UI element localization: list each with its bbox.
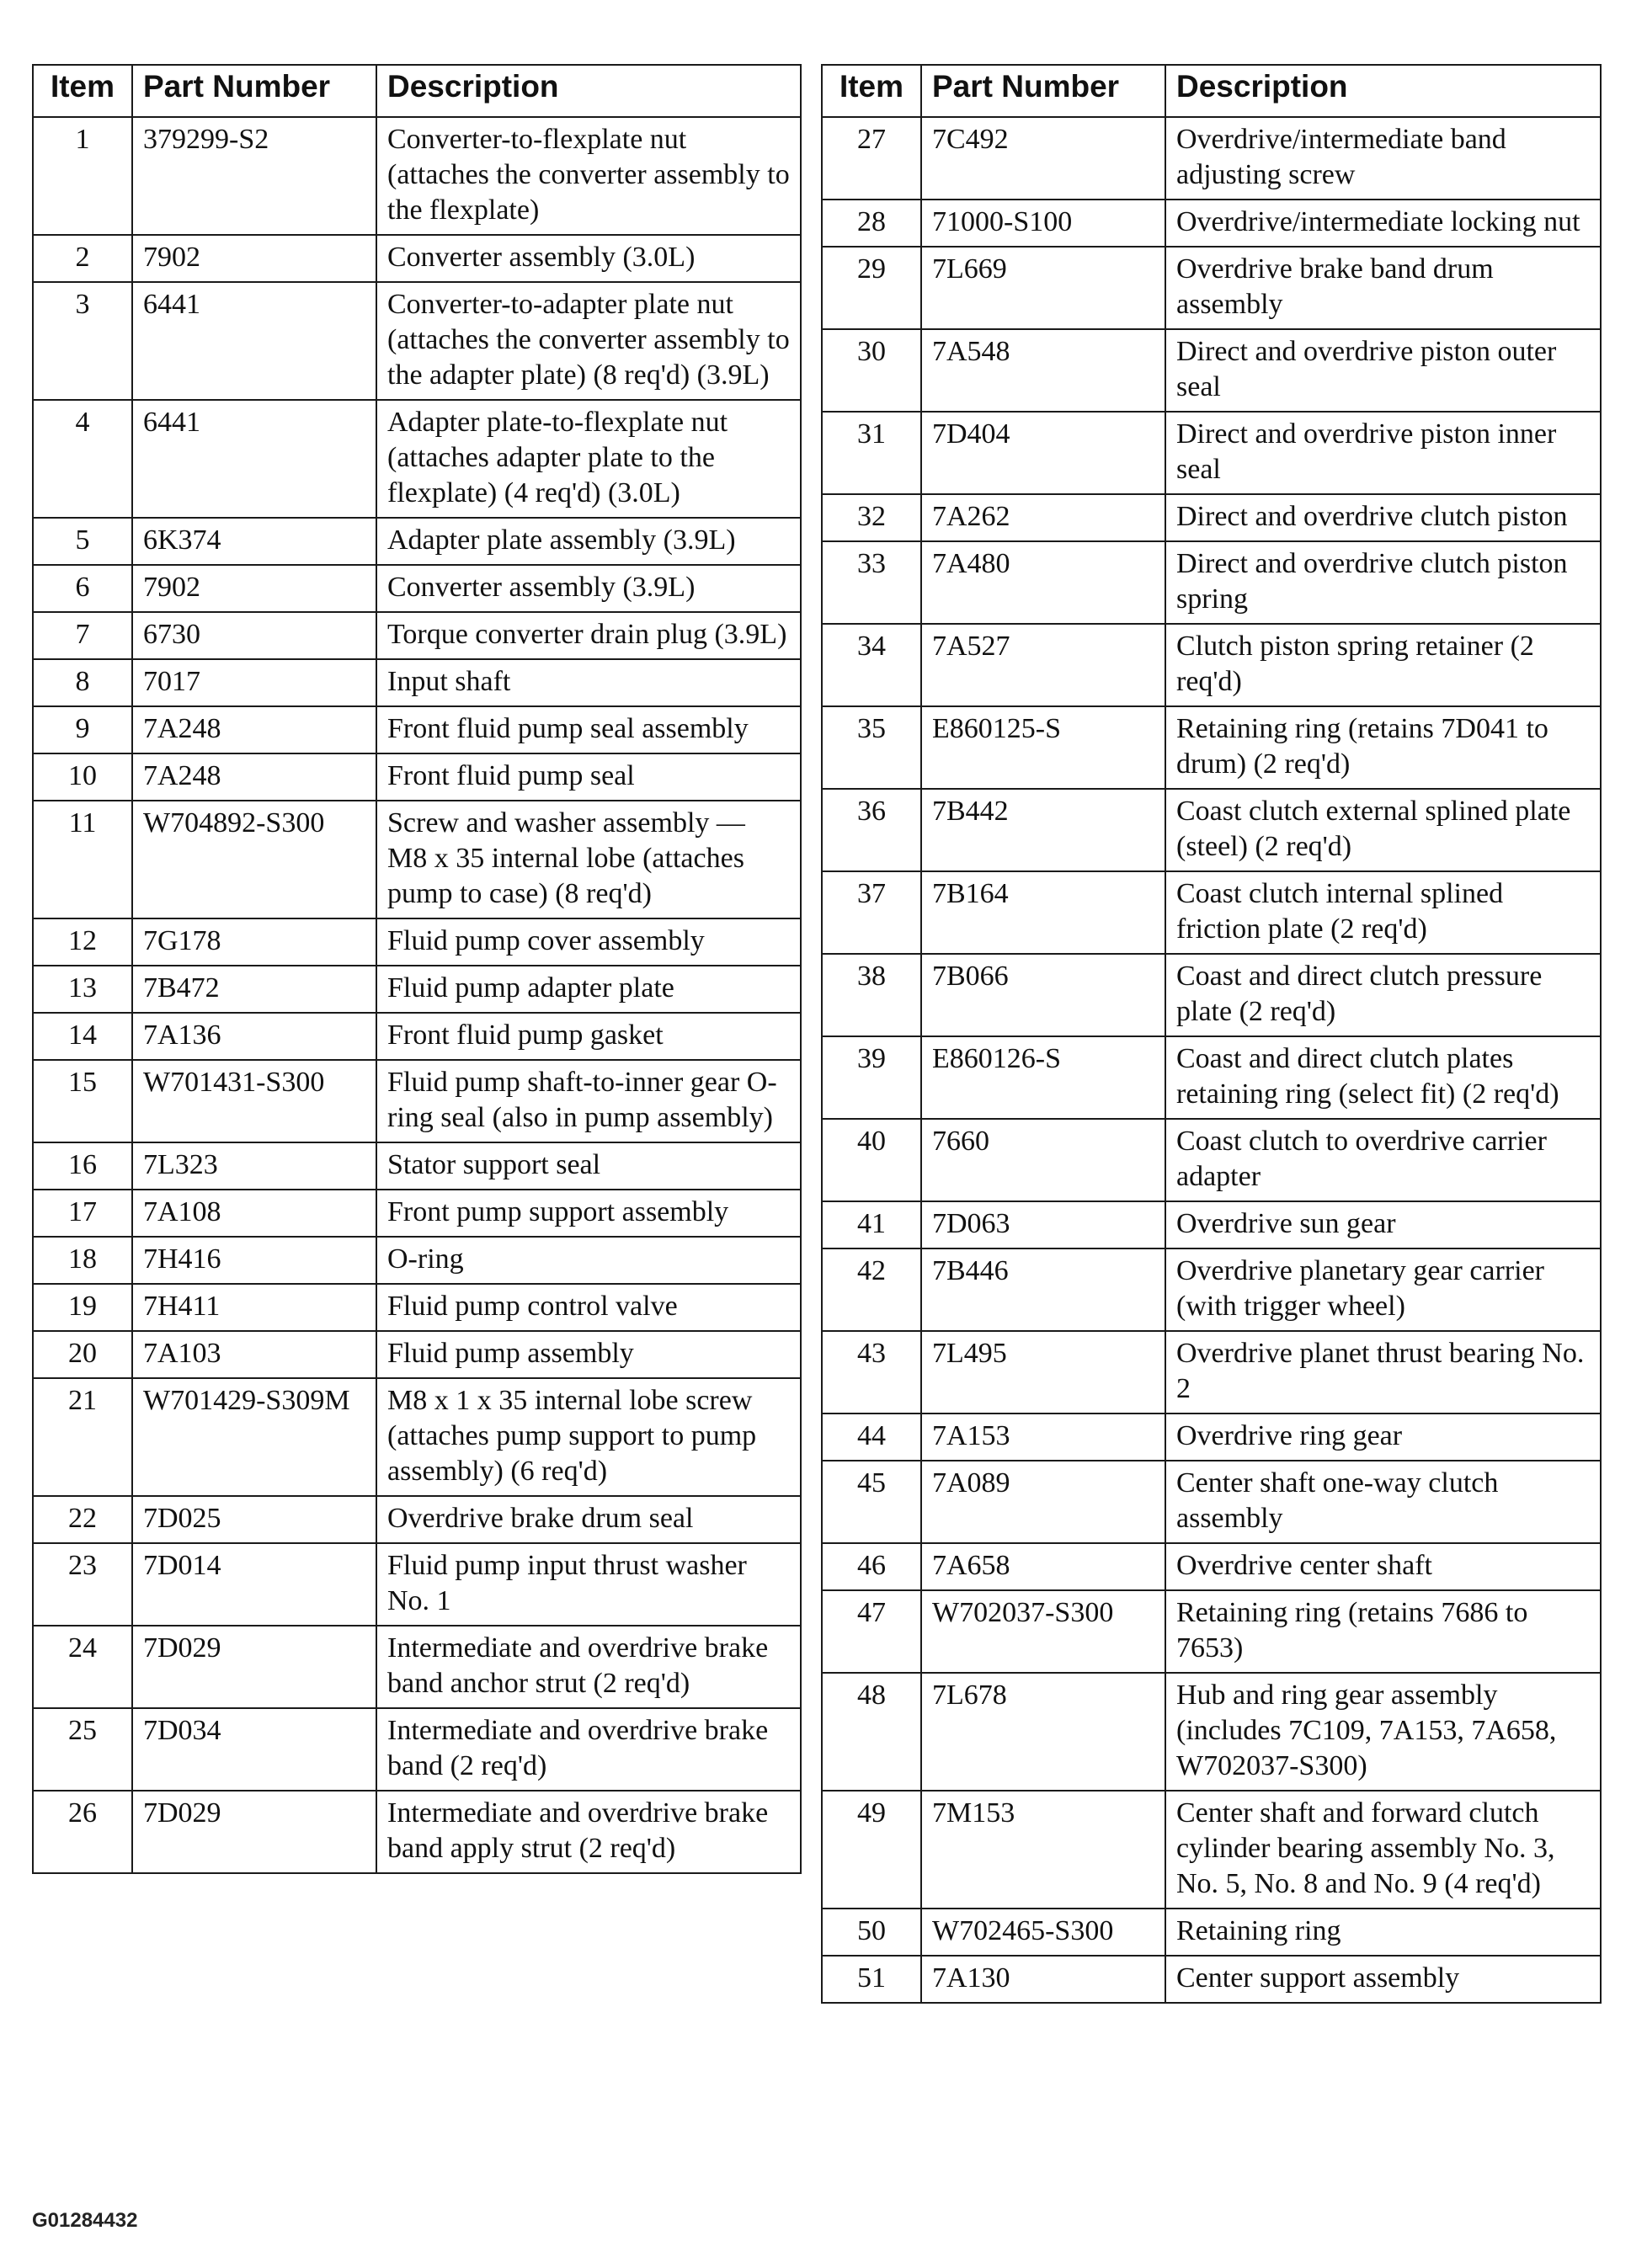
description-cell: Coast clutch internal splined friction plate (2 req'd) <box>1165 871 1601 954</box>
item-cell: 6 <box>33 565 132 612</box>
item-cell: 19 <box>33 1284 132 1331</box>
description-cell: Overdrive/intermediate locking nut <box>1165 200 1601 247</box>
description-cell: Fluid pump assembly <box>376 1331 801 1378</box>
description-cell: Retaining ring <box>1165 1909 1601 1956</box>
part-number-cell: E860125-S <box>921 706 1165 789</box>
header-part-number: Part Number <box>921 65 1165 117</box>
part-number-cell: 7B442 <box>921 789 1165 871</box>
item-cell: 23 <box>33 1543 132 1626</box>
table-row <box>33 1543 801 1626</box>
part-number-cell: 7A548 <box>921 329 1165 412</box>
item-cell: 30 <box>822 329 921 412</box>
table-row <box>822 1201 1601 1248</box>
table-row <box>33 117 801 235</box>
item-cell: 32 <box>822 494 921 541</box>
description-cell: Fluid pump cover assembly <box>376 918 801 966</box>
part-number-cell: 7017 <box>132 659 376 706</box>
table-row <box>33 612 801 659</box>
description-cell: Center support assembly <box>1165 1956 1601 2003</box>
item-cell: 34 <box>822 624 921 706</box>
description-cell: Converter-to-adapter plate nut (attaches the converter assembly to the adapter plate) (8 req'd) (3.9L) <box>376 282 801 400</box>
part-number-cell: E860126-S <box>921 1036 1165 1119</box>
part-number-cell: 7B472 <box>132 966 376 1013</box>
table-row <box>822 1909 1601 1956</box>
table-row <box>33 1142 801 1190</box>
table-row <box>33 659 801 706</box>
item-cell: 22 <box>33 1496 132 1543</box>
item-cell: 3 <box>33 282 132 400</box>
part-number-cell: 7M153 <box>921 1791 1165 1909</box>
part-number-cell: 7D029 <box>132 1626 376 1708</box>
description-cell: Fluid pump adapter plate <box>376 966 801 1013</box>
part-number-cell: 7A153 <box>921 1414 1165 1461</box>
part-number-cell: 7C492 <box>921 117 1165 200</box>
description-cell: Overdrive brake band drum assembly <box>1165 247 1601 329</box>
table-row <box>822 789 1601 871</box>
part-number-cell: 7A480 <box>921 541 1165 624</box>
header-item: Item <box>822 65 921 117</box>
item-cell: 20 <box>33 1331 132 1378</box>
part-number-cell: W702465-S300 <box>921 1909 1165 1956</box>
table-row <box>33 282 801 400</box>
item-cell: 28 <box>822 200 921 247</box>
item-cell: 18 <box>33 1237 132 1284</box>
table-row <box>822 1590 1601 1673</box>
table-row <box>33 1791 801 1873</box>
part-number-cell: 7B066 <box>921 954 1165 1036</box>
item-cell: 9 <box>33 706 132 753</box>
part-number-cell: 6441 <box>132 400 376 518</box>
part-number-cell: 6K374 <box>132 518 376 565</box>
item-cell: 13 <box>33 966 132 1013</box>
description-cell: Intermediate and overdrive brake band apply strut (2 req'd) <box>376 1791 801 1873</box>
item-cell: 50 <box>822 1909 921 1956</box>
table-row <box>822 494 1601 541</box>
table-row <box>822 247 1601 329</box>
item-cell: 35 <box>822 706 921 789</box>
table-row <box>822 412 1601 494</box>
part-number-cell: 379299-S2 <box>132 117 376 235</box>
table-row <box>33 1378 801 1496</box>
table-row <box>33 1060 801 1142</box>
description-cell: Converter-to-flexplate nut (attaches the converter assembly to the flexplate) <box>376 117 801 235</box>
description-cell: Overdrive sun gear <box>1165 1201 1601 1248</box>
table-row <box>33 966 801 1013</box>
item-cell: 17 <box>33 1190 132 1237</box>
parts-table-right <box>821 64 1602 2004</box>
item-cell: 12 <box>33 918 132 966</box>
table-header-row <box>33 65 801 117</box>
item-cell: 4 <box>33 400 132 518</box>
description-cell: Input shaft <box>376 659 801 706</box>
table-row <box>822 1461 1601 1543</box>
parts-table-left-body <box>33 117 801 1873</box>
item-cell: 44 <box>822 1414 921 1461</box>
item-cell: 42 <box>822 1248 921 1331</box>
description-cell: Direct and overdrive clutch piston <box>1165 494 1601 541</box>
part-number-cell: 7A136 <box>132 1013 376 1060</box>
item-cell: 45 <box>822 1461 921 1543</box>
part-number-cell: 7L678 <box>921 1673 1165 1791</box>
table-row <box>33 400 801 518</box>
description-cell: Direct and overdrive piston outer seal <box>1165 329 1601 412</box>
table-row <box>822 1673 1601 1791</box>
table-row <box>822 329 1601 412</box>
description-cell: Front pump support assembly <box>376 1190 801 1237</box>
description-cell: Fluid pump control valve <box>376 1284 801 1331</box>
part-number-cell: 7H416 <box>132 1237 376 1284</box>
table-row <box>822 624 1601 706</box>
part-number-cell: 6730 <box>132 612 376 659</box>
part-number-cell: 7A262 <box>921 494 1165 541</box>
description-cell: Retaining ring (retains 7686 to 7653) <box>1165 1590 1601 1673</box>
part-number-cell: 7L323 <box>132 1142 376 1190</box>
item-cell: 47 <box>822 1590 921 1673</box>
item-cell: 38 <box>822 954 921 1036</box>
table-row <box>33 565 801 612</box>
part-number-cell: W704892-S300 <box>132 801 376 918</box>
table-row <box>33 1331 801 1378</box>
item-cell: 48 <box>822 1673 921 1791</box>
description-cell: Coast and direct clutch pressure plate (2 req'd) <box>1165 954 1601 1036</box>
item-cell: 8 <box>33 659 132 706</box>
item-cell: 37 <box>822 871 921 954</box>
item-cell: 21 <box>33 1378 132 1496</box>
table-row <box>822 117 1601 200</box>
item-cell: 11 <box>33 801 132 918</box>
part-number-cell: W701429-S309M <box>132 1378 376 1496</box>
table-row <box>33 1013 801 1060</box>
part-number-cell: 7G178 <box>132 918 376 966</box>
table-row <box>822 871 1601 954</box>
item-cell: 31 <box>822 412 921 494</box>
description-cell: Coast clutch external splined plate (steel) (2 req'd) <box>1165 789 1601 871</box>
part-number-cell: 7A248 <box>132 753 376 801</box>
header-description: Description <box>1165 65 1601 117</box>
table-row <box>33 518 801 565</box>
part-number-cell: 7D404 <box>921 412 1165 494</box>
description-cell: Overdrive center shaft <box>1165 1543 1601 1590</box>
table-row <box>822 954 1601 1036</box>
description-cell: Hub and ring gear assembly (includes 7C109, 7A153, 7A658, W702037-S300) <box>1165 1673 1601 1791</box>
description-cell: Overdrive ring gear <box>1165 1414 1601 1461</box>
description-cell: Overdrive brake drum seal <box>376 1496 801 1543</box>
description-cell: Adapter plate assembly (3.9L) <box>376 518 801 565</box>
part-number-cell: 7D029 <box>132 1791 376 1873</box>
description-cell: Converter assembly (3.0L) <box>376 235 801 282</box>
item-cell: 2 <box>33 235 132 282</box>
table-row <box>33 1496 801 1543</box>
part-number-cell: W702037-S300 <box>921 1590 1165 1673</box>
description-cell: Screw and washer assembly — M8 x 35 internal lobe (attaches pump to case) (8 req'd) <box>376 801 801 918</box>
part-number-cell: 7D025 <box>132 1496 376 1543</box>
table-row <box>822 1036 1601 1119</box>
part-number-cell: 7D014 <box>132 1543 376 1626</box>
description-cell: Retaining ring (retains 7D041 to drum) (2 req'd) <box>1165 706 1601 789</box>
item-cell: 1 <box>33 117 132 235</box>
description-cell: Stator support seal <box>376 1142 801 1190</box>
description-cell: Clutch piston spring retainer (2 req'd) <box>1165 624 1601 706</box>
header-part-number: Part Number <box>132 65 376 117</box>
item-cell: 39 <box>822 1036 921 1119</box>
item-cell: 25 <box>33 1708 132 1791</box>
part-number-cell: 71000-S100 <box>921 200 1165 247</box>
table-row <box>822 1791 1601 1909</box>
item-cell: 49 <box>822 1791 921 1909</box>
item-cell: 7 <box>33 612 132 659</box>
part-number-cell: 7A108 <box>132 1190 376 1237</box>
description-cell: Center shaft one-way clutch assembly <box>1165 1461 1601 1543</box>
description-cell: Fluid pump shaft-to-inner gear O-ring seal (also in pump assembly) <box>376 1060 801 1142</box>
part-number-cell: 7H411 <box>132 1284 376 1331</box>
item-cell: 16 <box>33 1142 132 1190</box>
part-number-cell: 7L669 <box>921 247 1165 329</box>
description-cell: Fluid pump input thrust washer No. 1 <box>376 1543 801 1626</box>
table-row <box>822 1331 1601 1414</box>
item-cell: 29 <box>822 247 921 329</box>
item-cell: 27 <box>822 117 921 200</box>
part-number-cell: 7A103 <box>132 1331 376 1378</box>
item-cell: 24 <box>33 1626 132 1708</box>
part-number-cell: 7A527 <box>921 624 1165 706</box>
description-cell: Overdrive planet thrust bearing No. 2 <box>1165 1331 1601 1414</box>
table-row <box>33 753 801 801</box>
item-cell: 26 <box>33 1791 132 1873</box>
parts-table-left <box>32 64 802 1874</box>
table-row <box>822 1119 1601 1201</box>
header-description: Description <box>376 65 801 117</box>
part-number-cell: 7A130 <box>921 1956 1165 2003</box>
table-row <box>33 1190 801 1237</box>
description-cell: Front fluid pump seal assembly <box>376 706 801 753</box>
part-number-cell: 7660 <box>921 1119 1165 1201</box>
description-cell: Front fluid pump seal <box>376 753 801 801</box>
part-number-cell: 7L495 <box>921 1331 1165 1414</box>
description-cell: Coast and direct clutch plates retaining ring (select fit) (2 req'd) <box>1165 1036 1601 1119</box>
description-cell: M8 x 1 x 35 internal lobe screw (attaches pump support to pump assembly) (6 req'd) <box>376 1378 801 1496</box>
table-row <box>33 1284 801 1331</box>
description-cell: Adapter plate-to-flexplate nut (attaches adapter plate to the flexplate) (4 req'd) (3.0L) <box>376 400 801 518</box>
item-cell: 51 <box>822 1956 921 2003</box>
description-cell: O-ring <box>376 1237 801 1284</box>
table-row <box>33 1626 801 1708</box>
item-cell: 41 <box>822 1201 921 1248</box>
item-cell: 10 <box>33 753 132 801</box>
table-row <box>33 918 801 966</box>
part-number-cell: 7902 <box>132 565 376 612</box>
item-cell: 15 <box>33 1060 132 1142</box>
item-cell: 14 <box>33 1013 132 1060</box>
header-item: Item <box>33 65 132 117</box>
description-cell: Intermediate and overdrive brake band (2 req'd) <box>376 1708 801 1791</box>
item-cell: 5 <box>33 518 132 565</box>
description-cell: Converter assembly (3.9L) <box>376 565 801 612</box>
part-number-cell: 7902 <box>132 235 376 282</box>
table-row <box>822 1414 1601 1461</box>
table-row <box>33 801 801 918</box>
table-row <box>822 1248 1601 1331</box>
table-row <box>822 1543 1601 1590</box>
description-cell: Coast clutch to overdrive carrier adapter <box>1165 1119 1601 1201</box>
table-row <box>822 541 1601 624</box>
description-cell: Overdrive planetary gear carrier (with trigger wheel) <box>1165 1248 1601 1331</box>
description-cell: Front fluid pump gasket <box>376 1013 801 1060</box>
table-row <box>822 200 1601 247</box>
description-cell: Torque converter drain plug (3.9L) <box>376 612 801 659</box>
part-number-cell: W701431-S300 <box>132 1060 376 1142</box>
part-number-cell: 6441 <box>132 282 376 400</box>
description-cell: Direct and overdrive clutch piston spring <box>1165 541 1601 624</box>
table-row <box>33 235 801 282</box>
description-cell: Center shaft and forward clutch cylinder bearing assembly No. 3, No. 5, No. 8 and No. 9 (4 req'd) <box>1165 1791 1601 1909</box>
item-cell: 43 <box>822 1331 921 1414</box>
part-number-cell: 7A248 <box>132 706 376 753</box>
table-header-row <box>822 65 1601 117</box>
table-row <box>822 1956 1601 2003</box>
table-row <box>33 706 801 753</box>
table-row <box>33 1708 801 1791</box>
item-cell: 33 <box>822 541 921 624</box>
part-number-cell: 7B164 <box>921 871 1165 954</box>
part-number-cell: 7D063 <box>921 1201 1165 1248</box>
part-number-cell: 7D034 <box>132 1708 376 1791</box>
description-cell: Intermediate and overdrive brake band anchor strut (2 req'd) <box>376 1626 801 1708</box>
part-number-cell: 7A089 <box>921 1461 1165 1543</box>
part-number-cell: 7A658 <box>921 1543 1165 1590</box>
figure-id: G01284432 <box>32 2209 138 2232</box>
item-cell: 36 <box>822 789 921 871</box>
description-cell: Overdrive/intermediate band adjusting screw <box>1165 117 1601 200</box>
table-row <box>822 706 1601 789</box>
description-cell: Direct and overdrive piston inner seal <box>1165 412 1601 494</box>
item-cell: 46 <box>822 1543 921 1590</box>
item-cell: 40 <box>822 1119 921 1201</box>
table-row <box>33 1237 801 1284</box>
part-number-cell: 7B446 <box>921 1248 1165 1331</box>
parts-table-right-body <box>822 117 1601 2003</box>
